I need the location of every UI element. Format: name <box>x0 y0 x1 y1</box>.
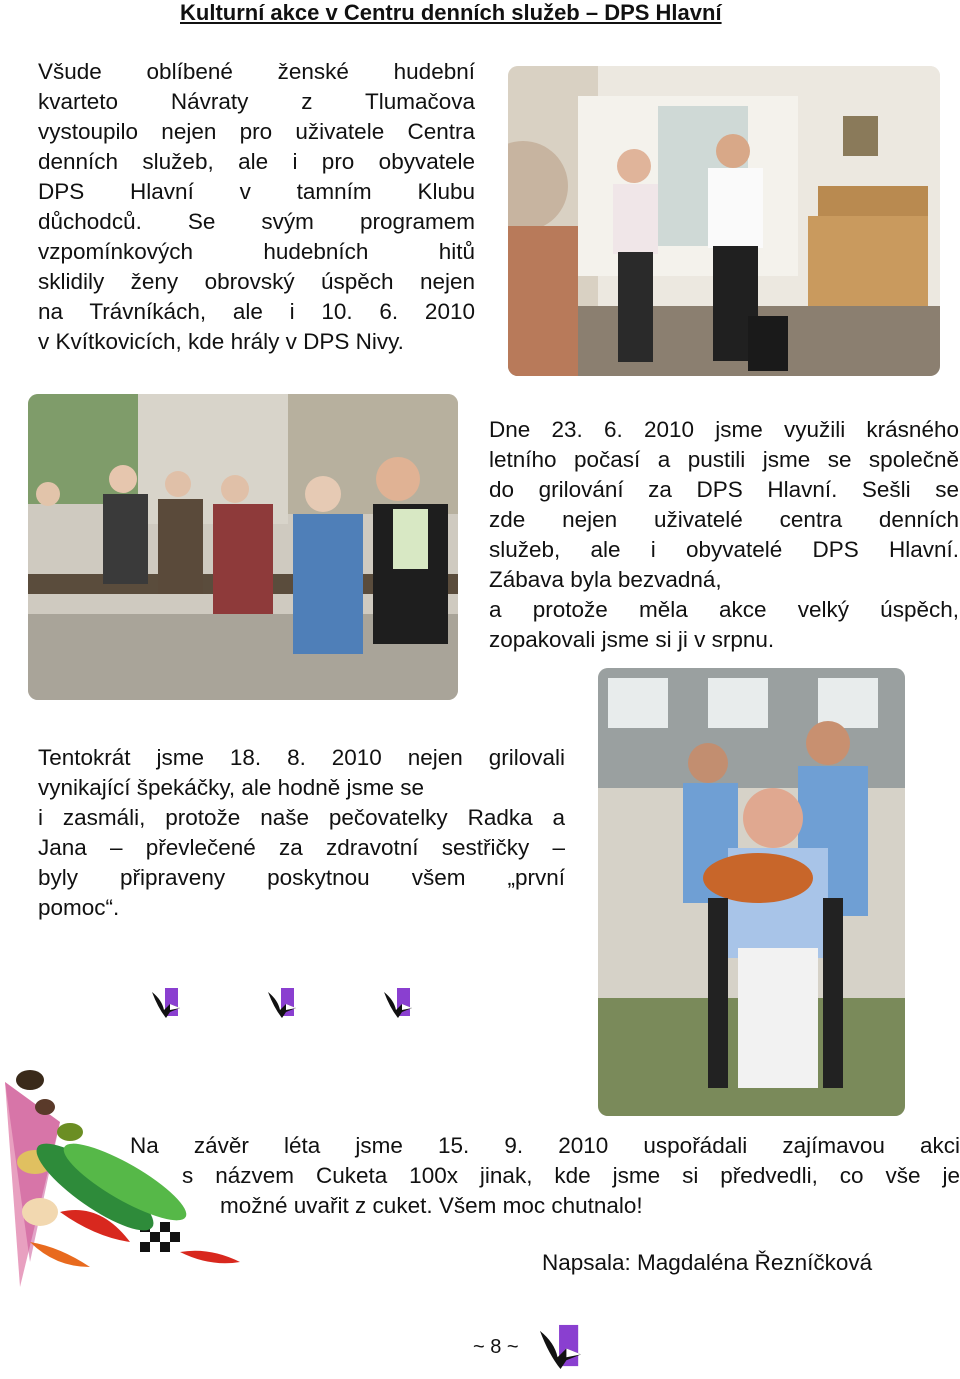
text-line: do grilování za DPS Hlavní. Sešli se <box>489 477 959 502</box>
swallow-icon <box>150 986 184 1020</box>
text-line: sklidily ženy obrovský úspěch nejen <box>38 269 475 294</box>
text-line: zopakovali jsme si ji v srpnu. <box>489 627 775 652</box>
text-line: a protože měla akce velký úspěch, <box>489 597 959 622</box>
swallow-icon <box>266 986 300 1020</box>
text-line: kvarteto Návraty z Tlumačova <box>38 89 475 114</box>
text-line: vynikající špekáčky, ale hodně jsme se <box>38 775 425 800</box>
text-line: Dne 23. 6. 2010 jsme využili krásného <box>489 417 959 442</box>
text-line: vzpomínkových hudebních hitů <box>38 239 475 264</box>
text-line: důchodců. Se svým programem <box>38 209 475 234</box>
text-line: na Trávníkách, ale i 10. 6. 2010 <box>38 299 475 324</box>
text-line: DPS Hlavní v tamním Klubu <box>38 179 475 204</box>
text-line: služeb, ale i obyvatelé DPS Hlavní. <box>489 537 959 562</box>
text-line: zde nejen uživatelé centra denních <box>489 507 959 532</box>
text-line: v Kvítkovicích, kde hrály v DPS Nivy. <box>38 329 404 354</box>
page-title: Kulturní akce v Centru denních služeb – DPS Hlavní <box>180 0 722 25</box>
swallow-icon <box>537 1322 587 1372</box>
author-signature: Napsala: Magdaléna Řezníčková <box>542 1250 873 1275</box>
text-line: Zábava byla bezvadná, <box>489 567 722 592</box>
text-line: s názvem Cuketa 100x jinak, kde jsme si předvedli, co vše je <box>182 1163 960 1188</box>
text-line: vystoupilo nejen pro uživatele Centra <box>38 119 475 144</box>
text-line: Jana – převlečené za zdravotní sestřičky – <box>38 835 565 860</box>
text-line: Všude oblíbené ženské hudební <box>38 59 475 84</box>
paragraph-zucchini <box>130 1131 960 1221</box>
paragraph-concert <box>38 57 475 357</box>
swallow-icon <box>382 986 416 1020</box>
text-line: letního počasí a pustili jsme se společně <box>489 447 959 472</box>
paragraph-barbecue <box>489 415 959 655</box>
text-line: i zasmáli, protože naše pečovatelky Radka a <box>38 805 565 830</box>
photo-singers <box>508 66 940 376</box>
text-line: Tentokrát jsme 18. 8. 2010 nejen grilovali <box>38 745 565 770</box>
page-number: ~ 8 ~ <box>473 1336 519 1358</box>
text-line: byly připraveny poskytnou všem „první <box>38 865 565 890</box>
paragraph-nurses <box>38 743 565 923</box>
photo-seniors <box>28 394 458 700</box>
text-line: pomoc“. <box>38 895 120 920</box>
text-line: možné uvařit z cuket. Všem moc chutnalo! <box>220 1193 643 1218</box>
text-line: Na závěr léta jsme 15. 9. 2010 uspořádali zajímavou akci <box>130 1133 960 1158</box>
text-line: denních služeb, ale i pro obyvatele <box>38 149 475 174</box>
photo-nurses <box>598 668 905 1116</box>
